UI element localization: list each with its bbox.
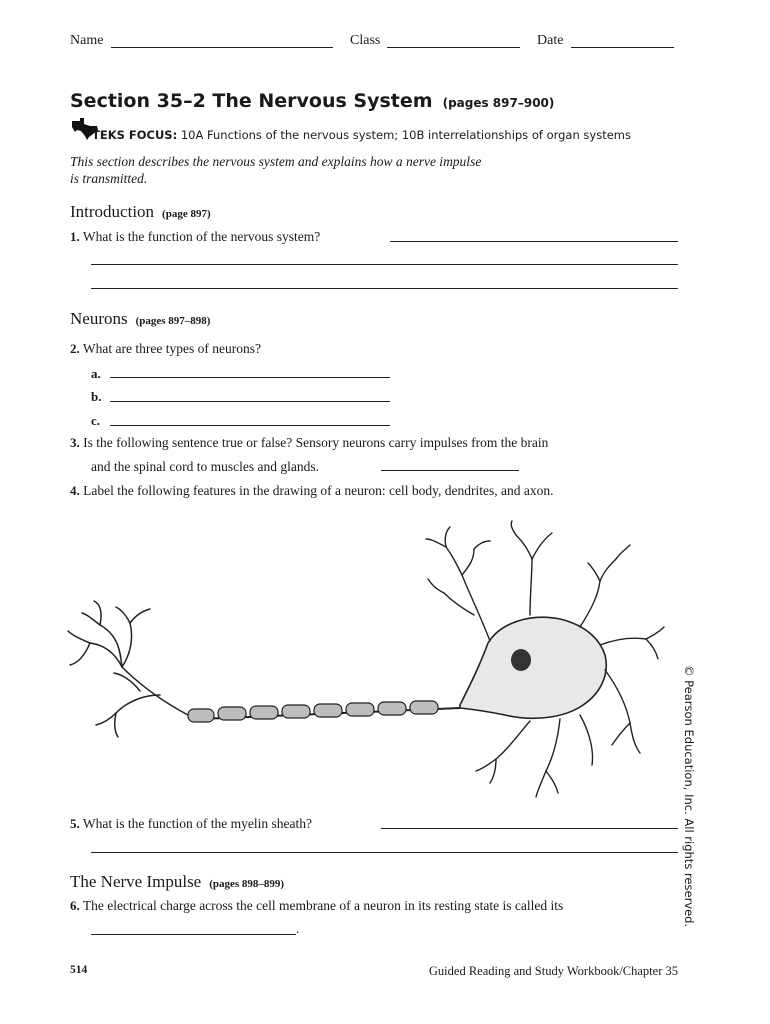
class-label: Class [350, 33, 381, 48]
teks-text: 10A Functions of the nervous system; 10B interrelationships of organ systems [180, 128, 631, 142]
answer-3-line[interactable] [381, 470, 519, 471]
intro-line-1: This section describes the nervous system and explains how a nerve impulse [70, 154, 482, 169]
answer-2c-line[interactable] [110, 425, 390, 426]
question-6 [70, 898, 563, 914]
question-2-a-label: a. [91, 366, 101, 381]
section-intro [70, 153, 550, 187]
nerve-impulse-heading-text: The Nerve Impulse [70, 872, 202, 891]
answer-1-line-1[interactable] [390, 241, 678, 242]
section-title [70, 90, 554, 112]
header-row [70, 33, 103, 49]
name-field[interactable] [111, 47, 333, 48]
answer-5-line-1[interactable] [381, 828, 678, 829]
neurons-pages: (pages 897–898) [135, 315, 211, 327]
question-1-text: What is the function of the nervous system? [82, 229, 321, 244]
page-number: 514 [70, 964, 88, 976]
question-6-text: The electrical charge across the cell membrane of a neuron in its resting state is called its [82, 898, 564, 913]
introduction-heading [70, 202, 211, 222]
copyright-notice: © Pearson Education, Inc. All rights reserved. [682, 665, 696, 928]
question-4-number: 4. [70, 483, 80, 498]
answer-2b-line[interactable] [110, 401, 390, 402]
section-pages: (pages 897–900) [442, 96, 555, 110]
answer-6-line[interactable] [91, 934, 296, 935]
intro-line-2: is transmitted. [70, 171, 148, 186]
question-2 [70, 341, 261, 357]
question-6-number: 6. [70, 898, 80, 913]
section-title-text: Section 35–2 The Nervous System [70, 90, 433, 112]
class-field[interactable] [387, 47, 520, 48]
neuron-diagram [60, 515, 670, 805]
nerve-impulse-heading [70, 872, 284, 892]
question-5 [70, 816, 312, 832]
nerve-impulse-pages: (pages 898–899) [209, 878, 285, 890]
question-1 [70, 229, 320, 245]
answer-2a-line[interactable] [110, 377, 390, 378]
question-2-b-label: b. [91, 389, 102, 404]
question-4 [70, 483, 553, 499]
question-3 [70, 435, 548, 451]
introduction-pages: (page 897) [162, 208, 211, 220]
introduction-heading-text: Introduction [70, 202, 155, 221]
question-2-text: What are three types of neurons? [82, 341, 261, 356]
question-2-number: 2. [70, 341, 80, 356]
question-3-text-line-2: and the spinal cord to muscles and glands. [91, 459, 319, 474]
question-1-number: 1. [70, 229, 80, 244]
question-3-number: 3. [70, 435, 80, 450]
question-6-period: . [296, 921, 300, 936]
date-label: Date [537, 33, 564, 48]
answer-1-line-2[interactable] [91, 264, 678, 265]
date-field[interactable] [571, 47, 674, 48]
question-5-number: 5. [70, 816, 80, 831]
answer-1-line-3[interactable] [91, 288, 678, 289]
answer-5-line-2[interactable] [91, 852, 678, 853]
question-4-text: Label the following features in the drawing of a neuron: cell body, dendrites, and axon. [83, 483, 554, 498]
question-5-text: What is the function of the myelin sheath? [82, 816, 312, 831]
neurons-heading-text: Neurons [70, 309, 128, 328]
teks-label: TEKS FOCUS: [92, 128, 178, 142]
question-2-c-label: c. [91, 413, 101, 428]
question-3-text-line-1: Is the following sentence true or false? Sensory neurons carry impulses from the brain [83, 435, 549, 450]
teks-focus [92, 128, 631, 142]
workbook-footer: Guided Reading and Study Workbook/Chapter 35 [428, 964, 678, 978]
neurons-heading [70, 309, 210, 329]
name-label: Name [70, 33, 104, 48]
